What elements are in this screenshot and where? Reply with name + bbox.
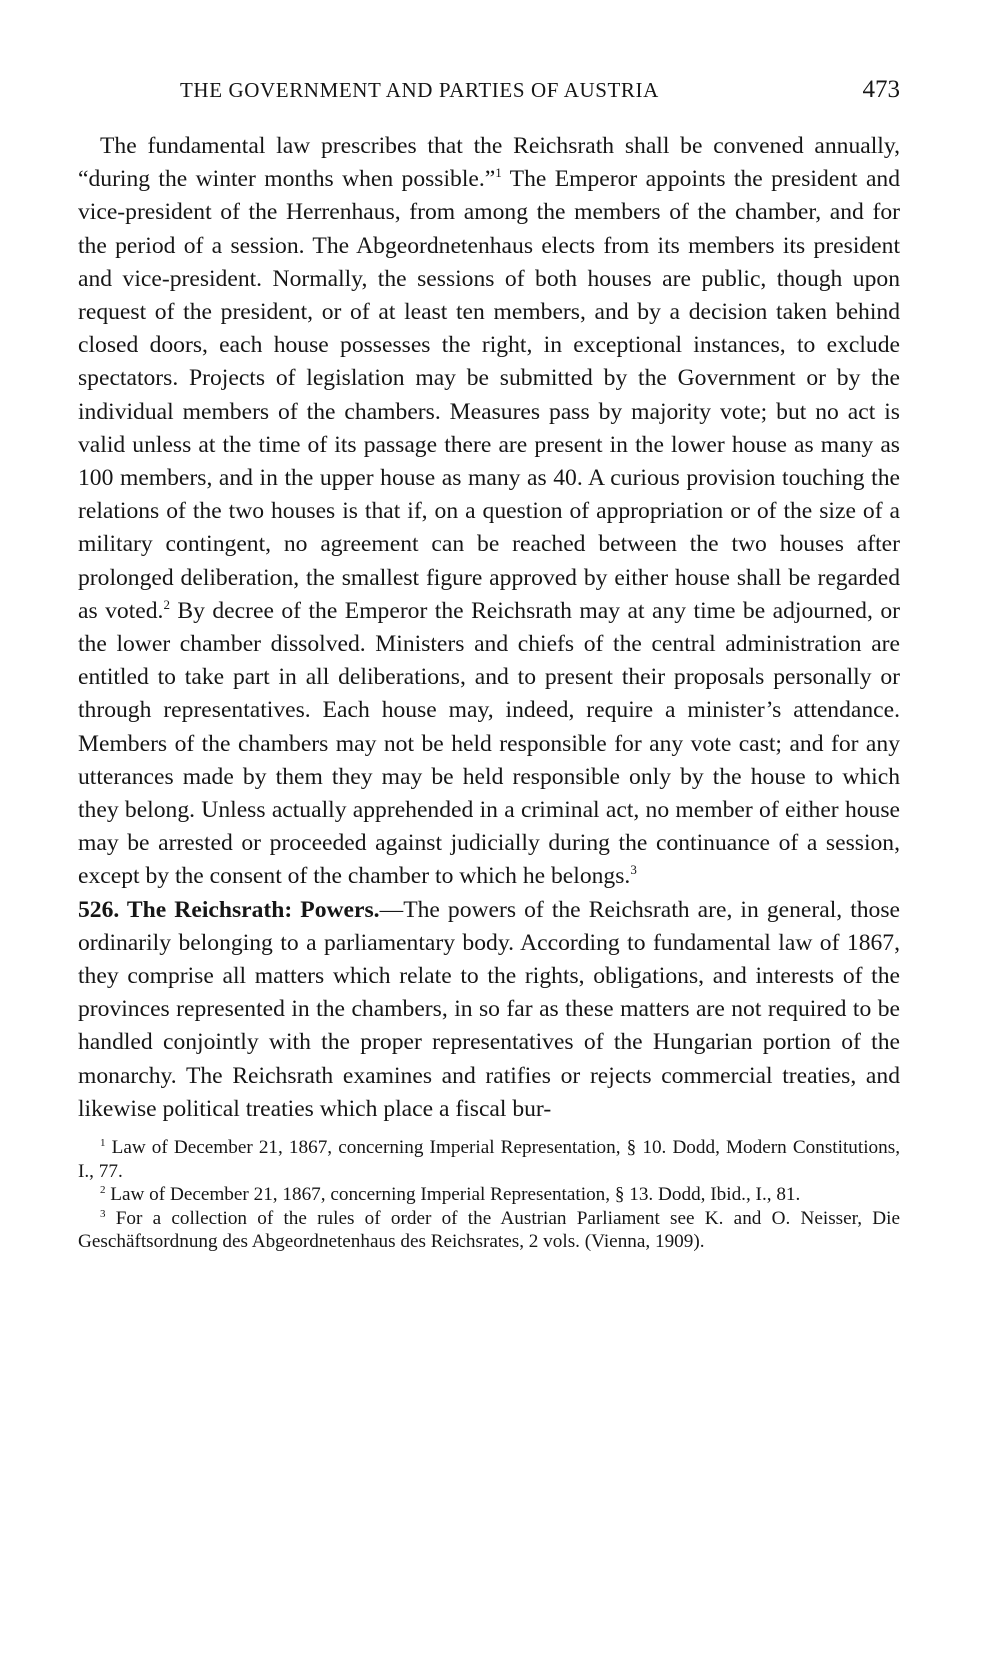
section-526 <box>78 894 900 1126</box>
footnote-marker: 3 <box>100 1207 106 1220</box>
section-text: —The powers of the Reichsrath are, in general, those ordinarily belonging to a parliamentary body. According to fundamental law of 1867, they comprise all matters which relate to the rights, obligations, and interests of the provinces represented in the chambers, in so far as these matters are not required to be handled conjointly with the proper representatives of the Hungarian portion of the monarchy. The Reichsrath examines and ratifies or rejects commercial treaties, and likewise political treaties which place a fiscal bur- <box>78 896 901 1122</box>
footnote-text: Law of December 21, 1867, concerning Imperial Representation, § 13. Dodd, Ibid., I., 81. <box>110 1184 801 1206</box>
footnote-1 <box>78 1136 900 1183</box>
book-page <box>78 72 900 1254</box>
footnote-text: For a collection of the rules of order of the Austrian Parliament see K. and O. Neisser, Die Geschäftsordnung des Abgeordnetenhaus des Reichsrates, 2 vols. (Vienna, 1909). <box>78 1207 900 1253</box>
body-text <box>78 130 900 1126</box>
footnote-text: Law of December 21, 1867, concerning Imperial Representation, § 10. Dodd, Modern Constitutions, I., 77. <box>78 1137 900 1182</box>
page-number: 473 <box>862 76 900 103</box>
section-heading: 526. The Reichsrath: Powers. <box>78 896 380 923</box>
paragraph-1-part-3: By decree of the Emperor the Reichsrath may at any time be adjourned, or the lower chamber dissolved. Ministers and chiefs of the central administration are entitled to take part in all deliberations, and to present their proposals personally or through representatives. Each house may, indeed, require a minister’s attendance. Members of the chambers may not be held responsible for any vote cast; and for any utterances made by them they may be held responsible only by the house to which they belong. Unless actually apprehended in a criminal act, no member of either house may be arrested or proceeded against judicially during the continuance of a session, except by the consent of the chamber to which he belongs. <box>78 597 900 890</box>
paragraph-1 <box>78 130 900 894</box>
footnote-ref-1: 1 <box>495 165 502 181</box>
footnote-ref-3: 3 <box>630 862 637 878</box>
footnote-marker: 1 <box>100 1137 106 1150</box>
paragraph-1-part-2: The Emperor appoints the president and vice-president of the Herrenhaus, from among the members of the chamber, and for the period of a session. The Abgeordnetenhaus elects from its members its president and vice-president. Normally, the sessions of both houses are public, though upon request of the president, or of at least ten members, and by a decision taken behind closed doors, each house possesses the right, in exceptional instances, to exclude spectators. Projects of legislation may be submitted by the Government or by the individual members of the chambers. Measures pass by majority vote; but no act is valid unless at the time of its passage there are present in the lower house as many as 100 members, and in the upper house as many as 40. A curious provision touching the relations of the two houses is that if, on a question of appropriation or of the size of a military contingent, no agreement can be reached between the two houses after prolonged deliberation, the smallest figure approved by either house shall be regarded as voted. <box>78 166 901 624</box>
footnotes <box>78 1136 900 1254</box>
footnote-3 <box>78 1207 900 1254</box>
running-head <box>78 72 900 112</box>
running-title: THE GOVERNMENT AND PARTIES OF AUSTRIA <box>180 78 659 102</box>
paragraph-1-part-1: The fundamental law prescribes that the Reichsrath shall be convened annually, “during the winter months when possible.” <box>78 133 900 193</box>
footnote-ref-2: 2 <box>163 596 170 612</box>
footnote-2 <box>78 1183 900 1207</box>
footnote-marker: 2 <box>100 1184 106 1197</box>
